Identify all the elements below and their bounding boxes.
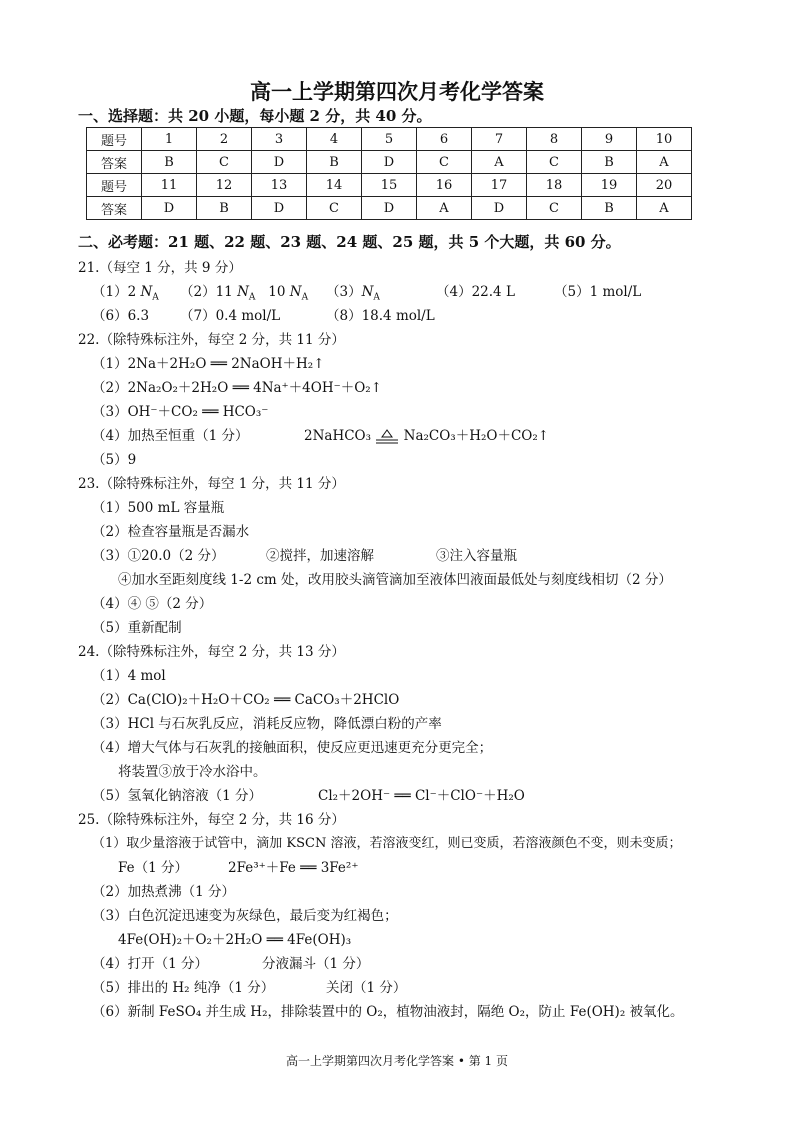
q23-l2: （2）检查容量瓶是否漏水 [92,524,250,540]
q25-l4b: 分液漏斗（1 分） [262,956,370,972]
table-cell: 15 [362,174,417,197]
q25-l4a: （4）打开（1 分） [92,956,208,972]
q24-l4a: （4）增大气体与石灰乳的接触面积，使反应更迅速更充分更完全； [92,740,493,756]
q21-a8: （8）18.4 mol/L [326,308,435,324]
table-cell: D [252,197,307,220]
table-row [87,197,692,220]
table-cell: 5 [362,128,417,151]
q25-l3b: 4Fe(OH)₂＋O₂＋2H₂O ══ 4Fe(OH)₃ [118,932,352,948]
q23-l3b: ②搅拌，加速溶解 [266,548,374,564]
q21-a1: （1）2 $N_A$ [92,284,159,303]
q22-l2: （2）2Na₂O₂＋2H₂O ══ 4Na⁺＋4OH⁻＋O₂↑ [92,380,383,396]
page-footer: 高一上学期第四次月考化学答案 • 第 1 页 [286,1054,508,1068]
q22-l1: （1）2Na＋2H₂O ══ 2NaOH＋H₂↑ [92,356,325,372]
q24-l3: （3）HCl 与石灰乳反应，消耗反应物，降低漂白粉的产率 [92,716,442,732]
q21-a5: （5）1 mol/L [554,284,642,300]
table-cell: B [582,197,637,220]
table-cell: 7 [472,128,527,151]
q22-l3: （3）OH⁻＋CO₂ ══ HCO₃⁻ [92,404,269,420]
table-cell: D [362,197,417,220]
q25-l5a: （5）排出的 H₂ 纯净（1 分） [92,980,275,996]
q21-a3: $(3)N_A$ [326,284,380,303]
page-title: 高一上学期第四次月考化学答案 [250,79,544,104]
q23-l4: （4）④ ⑤（2 分） [92,596,213,612]
table-row-label: 答案 [87,197,142,220]
q24-l5b: Cl₂＋2OH⁻ ══ Cl⁻＋ClO⁻＋H₂O [318,788,525,804]
q22-l4a: （4）加热至恒重（1 分） [92,428,249,444]
q23-l5: （5）重新配制 [92,620,182,636]
q22-header: 22.（除特殊标注外，每空 2 分，共 11 分） [78,332,345,348]
q25-l6: （6）新制 FeSO₄ 并生成 H₂，排除装置中的 O₂，植物油液封，隔绝 O₂，防止 Fe(OH)₂ 被氧化。 [92,1004,684,1020]
q23-header: 23.（除特殊标注外，每空 1 分，共 11 分） [78,476,345,492]
table-cell: 13 [252,174,307,197]
q24-l4b: 将装置③放于冷水浴中。 [118,764,267,780]
q24-l5a: （5）氢氧化钠溶液（1 分） [92,788,262,804]
q25-l3: （3）白色沉淀迅速变为灰绿色，最后变为红褐色； [92,908,398,924]
table-cell: 4 [307,128,362,151]
table-cell: A [637,151,692,174]
table-cell: 3 [252,128,307,151]
q25-l2: （2）加热煮沸（1 分） [92,884,235,900]
table-cell: B [582,151,637,174]
table-cell: 11 [142,174,197,197]
q23-l3c: ③注入容量瓶 [436,548,517,564]
table-cell: A [417,197,472,220]
q25-l5b: 关闭（1 分） [326,980,407,996]
q23-l3d: ④加水至距刻度线 1-2 cm 处，改用胶头滴管滴加至液体凹液面最低处与刻度线相切（2 分） [118,572,672,588]
heat-triangle-icon [375,428,399,446]
table-cell: 12 [197,174,252,197]
answer-table [86,127,692,220]
q23-l1: （1）500 mL 容量瓶 [92,500,225,516]
table-cell: 1 [142,128,197,151]
table-cell: 14 [307,174,362,197]
table-row [87,174,692,197]
table-cell: 9 [582,128,637,151]
q23-l3a: （3）①20.0（2 分） [92,548,225,564]
section-heading-required: 二、必考题：21 题、22 题、23 题、24 题、25 题，共 5 个大题，共 60 分。 [78,233,621,251]
q24-l1: （1）4 mol [92,668,166,684]
table-cell: D [362,151,417,174]
table-row-label: 答案 [87,151,142,174]
table-cell: B [142,151,197,174]
table-cell: 19 [582,174,637,197]
q21-a6: （6）6.3 [92,308,150,324]
table-row [87,151,692,174]
table-cell: 17 [472,174,527,197]
table-cell: A [472,151,527,174]
table-cell: 2 [197,128,252,151]
table-cell: 10 [637,128,692,151]
section-heading-choice: 一、选择题：共 20 小题，每小题 2 分，共 40 分。 [78,107,432,125]
q22-l4-equation: 2NaHCO₃ Na₂CO₃＋H₂O＋CO₂↑ [304,428,550,444]
q25-l1b: Fe（1 分） [118,860,188,876]
q25-header: 25.（除特殊标注外，每空 2 分，共 16 分） [78,812,345,828]
q25-l1c: 2Fe³⁺＋Fe ══ 3Fe²⁺ [228,860,359,876]
q25-l1: （1）取少量溶液于试管中，滴加 KSCN 溶液，若溶液变红，则已变质，若溶液颜色不变，则未变质； [92,836,682,851]
table-cell: 8 [527,128,582,151]
q24-l2: （2）Ca(ClO)₂＋H₂O＋CO₂ ══ CaCO₃＋2HClO [92,692,400,708]
table-cell: D [142,197,197,220]
table-cell: B [307,151,362,174]
table-row [87,128,692,151]
table-cell: D [472,197,527,220]
table-cell: 18 [527,174,582,197]
table-row-label: 题号 [87,128,142,151]
table-cell: C [417,151,472,174]
table-cell: D [252,151,307,174]
table-cell: C [527,197,582,220]
table-cell: C [307,197,362,220]
q22-l5: （5）9 [92,452,137,468]
table-cell: C [527,151,582,174]
table-cell: C [197,151,252,174]
q21-header: 21.（每空 1 分，共 9 分） [78,260,242,276]
table-cell: 20 [637,174,692,197]
q21-a4: （4）22.4 L [436,284,515,300]
table-row-label: 题号 [87,174,142,197]
q21-a7: （7）0.4 mol/L [180,308,281,324]
table-cell: A [637,197,692,220]
table-cell: 6 [417,128,472,151]
q24-header: 24.（除特殊标注外，每空 2 分，共 13 分） [78,644,345,660]
q21-a2: （2）11 $N_A$ 10 $N_A$ [180,284,309,303]
table-cell: B [197,197,252,220]
table-cell: 16 [417,174,472,197]
